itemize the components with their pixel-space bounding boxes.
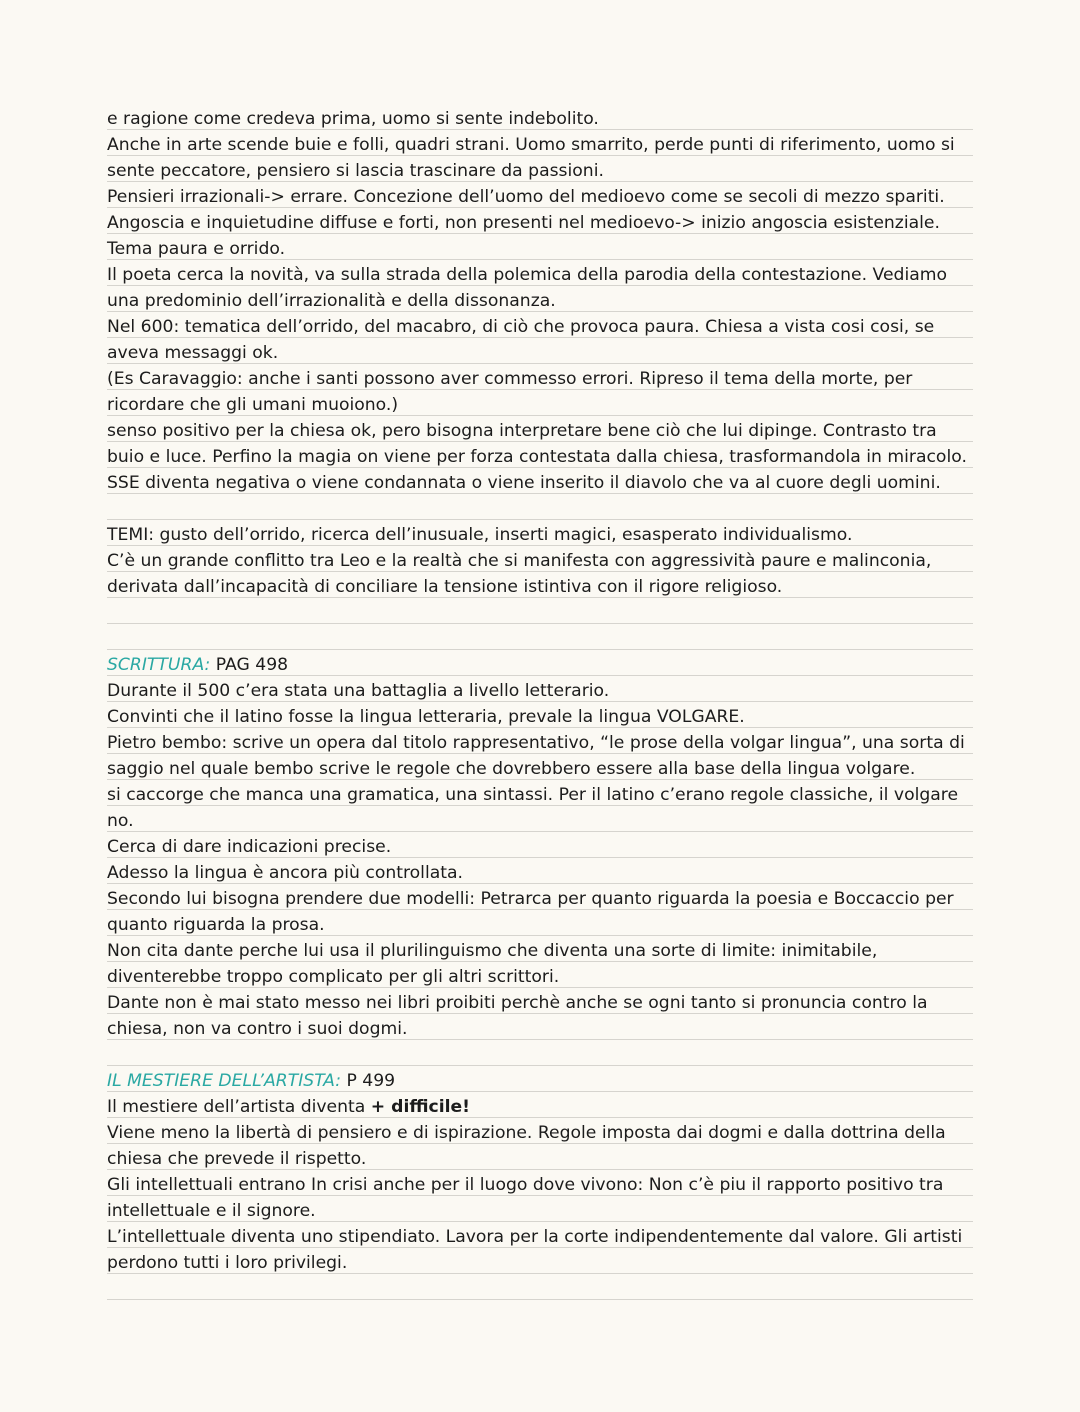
- text-line: Non cita dante perche lui usa il plurilinguismo che diventa una sorte di limite: inimitabile,: [107, 941, 878, 961]
- text-line: (Es Caravaggio: anche i santi possono aver commesso errori. Ripreso il tema della morte, per: [107, 369, 913, 389]
- blank-line: [107, 600, 977, 626]
- text-line: Anche in arte scende buie e folli, quadri strani. Uomo smarrito, perde punti di riferimento, uomo si: [107, 135, 955, 155]
- text-line: Gli intellettuali entrano In crisi anche per il luogo dove vivono: Non c’è piu il rapporto positivo tra: [107, 1175, 944, 1195]
- section-heading: IL MESTIERE DELL’ARTISTA:: [107, 1071, 341, 1091]
- text-line: senso positivo per la chiesa ok, pero bisogna interpretare bene ciò che lui dipinge. Contrasto tra: [107, 421, 937, 441]
- section-heading-line: [107, 652, 977, 678]
- text-line: C’è un grande conflitto tra Leo e la realtà che si manifesta con aggressività paure e malinconia,: [107, 551, 932, 571]
- section-heading-line: [107, 1068, 977, 1094]
- text-line: intellettuale e il signore.: [107, 1201, 316, 1221]
- text-line: Pietro bembo: scrive un opera dal titolo rappresentativo, “le prose della volgar lingua”, una sorta di: [107, 733, 965, 753]
- section-scrittura: [107, 652, 977, 1042]
- text-line: derivata dall’incapacità di conciliare la tensione istintiva con il rigore religioso.: [107, 577, 783, 597]
- section-lines: [107, 1120, 977, 1276]
- text-line: [107, 1094, 977, 1120]
- page-reference: PAG 498: [210, 655, 289, 675]
- text-line: una predominio dell’irrazionalità e della dissonanza.: [107, 291, 556, 311]
- text-line: saggio nel quale bembo scrive le regole che dovrebbero essere alla base della lingua volgare.: [107, 759, 916, 779]
- text-line: Secondo lui bisogna prendere due modelli: Petrarca per quanto riguarda la poesia e Boccaccio per: [107, 889, 954, 909]
- text-line: no.: [107, 811, 134, 831]
- blank-line: [107, 496, 977, 522]
- blank-line: [107, 626, 977, 652]
- text-line: Nel 600: tematica dell’orrido, del macabro, di ciò che provoca paura. Chiesa a vista cosi cosi, se: [107, 317, 935, 337]
- text-line: Convinti che il latino fosse la lingua letteraria, prevale la lingua VOLGARE.: [107, 707, 745, 727]
- text-line-start: Il mestiere dell’artista diventa: [107, 1097, 371, 1117]
- text-line: e ragione come credeva prima, uomo si sente indebolito.: [107, 109, 599, 129]
- text-line: chiesa che prevede il rispetto.: [107, 1149, 367, 1169]
- text-line: Dante non è mai stato messo nei libri proibiti perchè anche se ogni tanto si pronuncia contro la: [107, 993, 928, 1013]
- notes-body: [107, 106, 977, 1276]
- text-line: perdono tutti i loro privilegi.: [107, 1253, 348, 1273]
- text-line: Viene meno la libertà di pensiero e di ispirazione. Regole imposta dai dogmi e dalla dottrina della: [107, 1123, 946, 1143]
- text-line: SSE diventa negativa o viene condannata o viene inserito il diavolo che va al cuore degli uomini.: [107, 473, 941, 493]
- text-line: Tema paura e orrido.: [107, 239, 286, 259]
- text-line: diventerebbe troppo complicato per gli altri scrittori.: [107, 967, 560, 987]
- text-line: Angoscia e inquietudine diffuse e forti, non presenti nel medioevo-> inizio angoscia esistenziale.: [107, 213, 940, 233]
- paragraph-temi: [107, 522, 977, 600]
- text-line: Il poeta cerca la novità, va sulla strada della polemica della parodia della contestazione. Vediamo: [107, 265, 948, 285]
- section-mestiere: [107, 1068, 977, 1276]
- section-heading: SCRITTURA:: [107, 655, 211, 675]
- text-line: Cerca di dare indicazioni precise.: [107, 837, 392, 857]
- bold-emphasis: + difficile!: [370, 1097, 470, 1117]
- text-line: buio e luce. Perfino la magia on viene per forza contestata dalla chiesa, trasformandola in miracolo.: [107, 447, 967, 467]
- rule-line: [107, 1299, 973, 1300]
- text-line: Adesso la lingua è ancora più controllata.: [107, 863, 463, 883]
- text-line: sente peccatore, pensiero si lascia trascinare da passioni.: [107, 161, 604, 181]
- page-reference: P 499: [340, 1071, 396, 1091]
- paragraph-baroque-anxiety: [107, 106, 977, 496]
- text-line: L’intellettuale diventa uno stipendiato. Lavora per la corte indipendentemente dal valore. Gli artisti: [107, 1227, 963, 1247]
- text-line: Durante il 500 c’era stata una battaglia a livello letterario.: [107, 681, 610, 701]
- text-line: chiesa, non va contro i suoi dogmi.: [107, 1019, 408, 1039]
- text-line: si caccorge che manca una gramatica, una sintassi. Per il latino c’erano regole classiche, il volgare: [107, 785, 959, 805]
- blank-line: [107, 1042, 977, 1068]
- section-lines: [107, 678, 977, 1042]
- text-line: Pensieri irrazionali-> errare. Concezione dell’uomo del medioevo come se secoli di mezzo spariti.: [107, 187, 945, 207]
- text-line: aveva messaggi ok.: [107, 343, 279, 363]
- text-line: quanto riguarda la prosa.: [107, 915, 325, 935]
- text-line: TEMI: gusto dell’orrido, ricerca dell’inusuale, inserti magici, esasperato individualismo.: [107, 525, 853, 545]
- text-line: ricordare che gli umani muoiono.): [107, 395, 399, 415]
